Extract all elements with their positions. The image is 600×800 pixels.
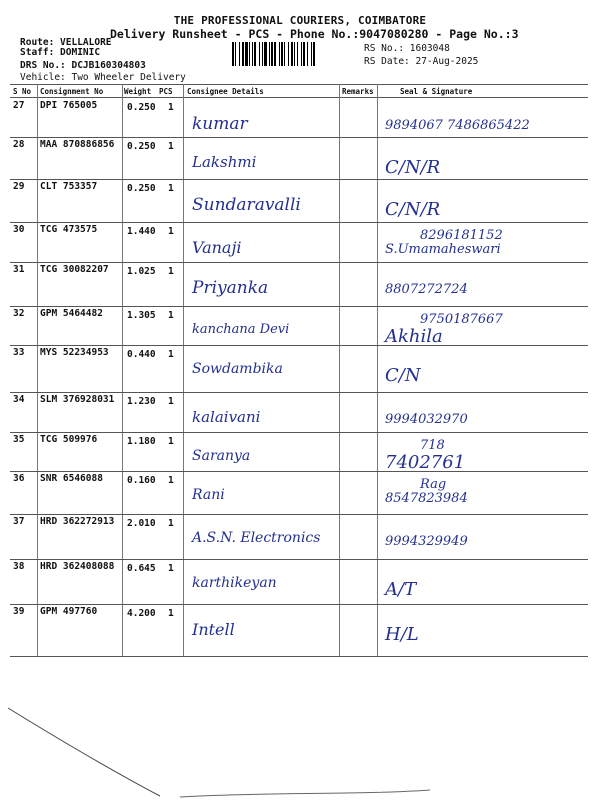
- barcode-bar: [249, 42, 250, 66]
- row-pcs: 1: [168, 475, 174, 486]
- row-seal-handwritten: Akhila: [385, 326, 443, 347]
- row-consignee-handwritten: Saranya: [192, 448, 251, 464]
- row-weight: 1.230: [127, 396, 156, 407]
- row-divider: [10, 345, 588, 346]
- row-consignee-handwritten: kanchana Devi: [192, 322, 290, 337]
- row-weight: 4.200: [127, 608, 156, 619]
- barcode-bar: [311, 42, 312, 66]
- barcode-bar: [271, 42, 273, 66]
- barcode-bar: [294, 42, 295, 66]
- row-pcs: 1: [168, 310, 174, 321]
- row-sno: 37: [13, 516, 25, 527]
- row-seal-handwritten: H/L: [385, 624, 419, 645]
- barcode-bar: [307, 42, 308, 66]
- row-weight: 0.250: [127, 141, 156, 152]
- column-divider: [183, 84, 184, 656]
- row-seal-extra-handwritten: 8296181152: [420, 228, 503, 243]
- table-top-rule: [10, 84, 588, 85]
- col-header-pcs: PCS: [159, 87, 173, 96]
- row-weight: 0.250: [127, 102, 156, 113]
- barcode-bar: [254, 42, 256, 66]
- col-header-remarks: Remarks: [342, 87, 374, 96]
- col-header-seal: Seal & Signature: [400, 87, 473, 96]
- row-seal-handwritten: C/N: [385, 365, 421, 386]
- row-divider: [10, 262, 588, 263]
- row-sno: 35: [13, 434, 25, 445]
- row-pcs: 1: [168, 563, 174, 574]
- row-divider: [10, 137, 588, 138]
- row-consignment-no: HRD 362272913: [40, 516, 115, 527]
- row-divider: [10, 656, 588, 657]
- row-divider: [10, 222, 588, 223]
- row-divider: [10, 514, 588, 515]
- row-consignment-no: DPI 765005: [40, 100, 98, 111]
- company-title: THE PROFESSIONAL COURIERS, COIMBATORE: [173, 14, 427, 27]
- row-sno: 39: [13, 606, 25, 617]
- row-seal-handwritten: 8807272724: [385, 282, 468, 297]
- staff-label: Staff: DOMINIC: [20, 47, 101, 58]
- barcode-bar: [245, 42, 248, 66]
- row-weight: 1.440: [127, 226, 156, 237]
- row-consignee-handwritten: Sundaravalli: [192, 195, 301, 215]
- row-seal-handwritten: C/N/R: [385, 157, 441, 178]
- row-divider: [10, 179, 588, 180]
- row-consignment-no: SNR 6546088: [40, 473, 103, 484]
- row-consignee-handwritten: Intell: [192, 620, 235, 639]
- row-divider: [10, 432, 588, 433]
- row-consignee-handwritten: Priyanka: [192, 278, 269, 298]
- barcode-bar: [301, 42, 302, 66]
- row-weight: 2.010: [127, 518, 156, 529]
- column-divider: [377, 84, 378, 656]
- row-sno: 28: [13, 139, 25, 150]
- row-consignment-no: GPM 5464482: [40, 308, 103, 319]
- barcode-bar: [239, 42, 240, 66]
- row-consignment-no: GPM 497760: [40, 606, 98, 617]
- row-consignment-no: MYS 52234953: [40, 347, 109, 358]
- vehicle-label: Vehicle: Two Wheeler Delivery: [20, 72, 186, 83]
- row-consignee-handwritten: kalaivani: [192, 408, 261, 426]
- route-label: Route: VELLALORE: [20, 37, 112, 48]
- barcode-bar: [288, 42, 289, 66]
- row-seal-handwritten: 9894067 7486865422: [385, 118, 530, 133]
- row-seal-extra-handwritten: 9750187667: [420, 312, 503, 327]
- row-pcs: 1: [168, 226, 174, 237]
- row-consignment-no: TCG 473575: [40, 224, 98, 235]
- row-seal-handwritten: A/T: [385, 579, 417, 600]
- row-consignment-no: HRD 362408088: [40, 561, 115, 572]
- column-divider: [37, 84, 38, 656]
- row-sno: 31: [13, 264, 25, 275]
- barcode-bar: [281, 42, 283, 66]
- row-seal-handwritten: 7402761: [385, 452, 466, 473]
- row-sno: 27: [13, 100, 25, 111]
- row-sno: 29: [13, 181, 25, 192]
- barcode-bar: [269, 42, 270, 66]
- row-weight: 1.305: [127, 310, 156, 321]
- row-sno: 33: [13, 347, 25, 358]
- row-pcs: 1: [168, 349, 174, 360]
- row-consignment-no: MAA 870886856: [40, 139, 115, 150]
- barcode-bar: [274, 42, 276, 66]
- row-pcs: 1: [168, 266, 174, 277]
- row-pcs: 1: [168, 518, 174, 529]
- row-pcs: 1: [168, 436, 174, 447]
- barcode-bar: [264, 42, 267, 66]
- col-header-weight: Weight: [124, 87, 152, 96]
- row-pcs: 1: [168, 608, 174, 619]
- row-consignee-handwritten: Rani: [192, 487, 225, 503]
- barcode-bar: [242, 42, 244, 66]
- row-consignee-handwritten: kumar: [192, 114, 248, 134]
- row-consignee-handwritten: Lakshmi: [192, 153, 257, 171]
- barcode-bar: [291, 42, 293, 66]
- row-divider: [10, 559, 588, 560]
- row-sno: 38: [13, 561, 25, 572]
- col-header-sno: S No: [13, 87, 32, 96]
- row-pcs: 1: [168, 183, 174, 194]
- row-seal-handwritten: 9994329949: [385, 534, 468, 549]
- barcode-bar: [279, 42, 280, 66]
- barcode-bar: [262, 42, 263, 66]
- barcode-bar: [235, 42, 236, 66]
- row-sno: 36: [13, 473, 25, 484]
- rs-number: RS No.: 1603048: [364, 43, 450, 54]
- row-weight: 0.645: [127, 563, 156, 574]
- drs-number: DRS No.: DCJB160304803: [20, 60, 146, 71]
- row-consignee-handwritten: A.S.N. Electronics: [192, 530, 321, 546]
- column-divider: [122, 84, 123, 656]
- row-pcs: 1: [168, 141, 174, 152]
- row-weight: 0.160: [127, 475, 156, 486]
- row-seal-handwritten: S.Umamaheswari: [385, 242, 501, 257]
- row-divider: [10, 392, 588, 393]
- row-sno: 32: [13, 308, 25, 319]
- row-divider: [10, 306, 588, 307]
- row-seal-extra-handwritten: 718: [420, 438, 445, 453]
- row-weight: 1.180: [127, 436, 156, 447]
- row-divider: [10, 471, 588, 472]
- row-consignee-handwritten: Vanaji: [192, 238, 242, 257]
- barcode: [232, 42, 358, 66]
- row-consignment-no: CLT 753357: [40, 181, 98, 192]
- row-weight: 0.440: [127, 349, 156, 360]
- row-seal-handwritten: C/N/R: [385, 199, 441, 220]
- barcode-bar: [252, 42, 253, 66]
- row-pcs: 1: [168, 102, 174, 113]
- barcode-bar: [232, 42, 234, 66]
- row-consignment-no: TCG 30082207: [40, 264, 109, 275]
- runsheet-subtitle: Delivery Runsheet - PCS - Phone No.:9047080280 - Page No.:3: [110, 27, 519, 41]
- barcode-bar: [313, 42, 315, 66]
- row-sno: 30: [13, 224, 25, 235]
- barcode-bar: [303, 42, 305, 66]
- col-header-consignee: Consignee Details: [187, 87, 264, 96]
- row-weight: 0.250: [127, 183, 156, 194]
- row-consignment-no: SLM 376928031: [40, 394, 115, 405]
- column-divider: [339, 84, 340, 656]
- rs-date: RS Date: 27-Aug-2025: [364, 56, 479, 67]
- header-bottom-rule: [10, 97, 588, 98]
- row-pcs: 1: [168, 396, 174, 407]
- row-divider: [10, 604, 588, 605]
- row-seal-handwritten: 8547823984: [385, 491, 468, 506]
- row-seal-extra-handwritten: Rag: [420, 477, 447, 492]
- barcode-bar: [284, 42, 285, 66]
- row-consignment-no: TCG 509976: [40, 434, 98, 445]
- row-consignee-handwritten: Sowdambika: [192, 361, 283, 377]
- row-sno: 34: [13, 394, 25, 405]
- row-seal-handwritten: 9994032970: [385, 412, 468, 427]
- row-weight: 1.025: [127, 266, 156, 277]
- barcode-bar: [297, 42, 298, 66]
- row-consignee-handwritten: karthikeyan: [192, 575, 277, 591]
- pen-stroke-mark: [0, 700, 600, 800]
- col-header-consignment: Consignment No: [40, 87, 104, 96]
- barcode-bar: [259, 42, 260, 66]
